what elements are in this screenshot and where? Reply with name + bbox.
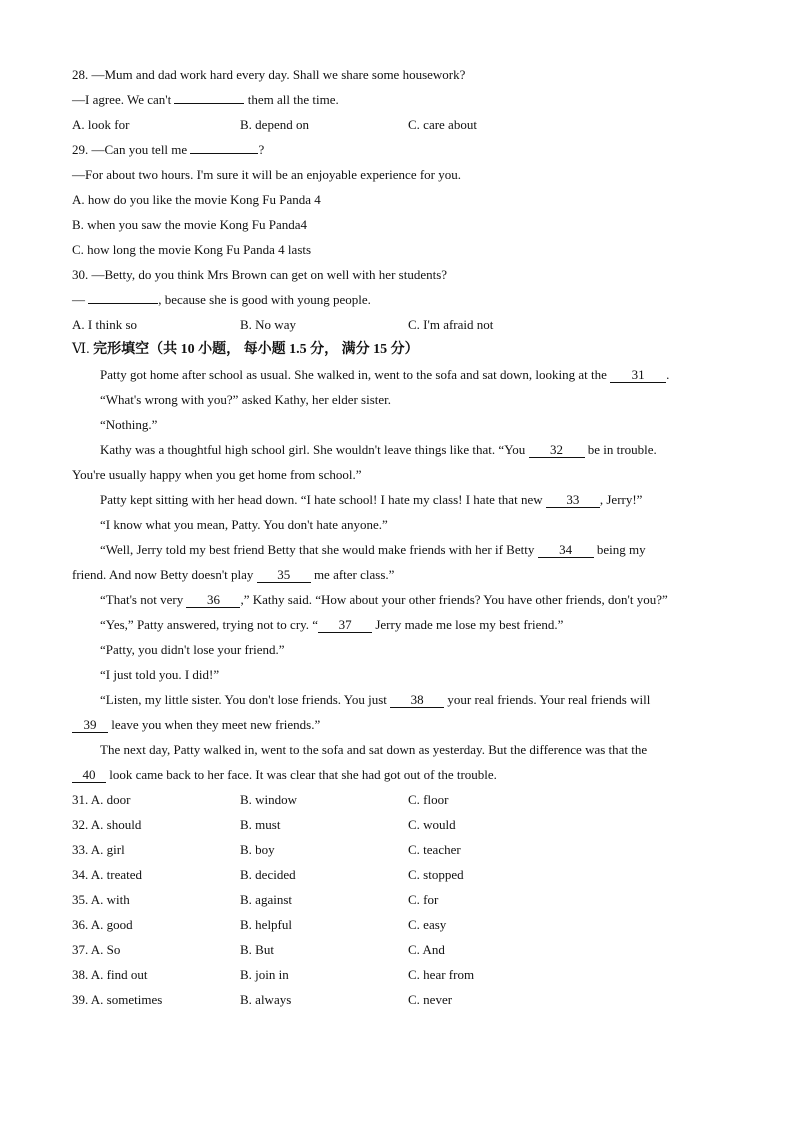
option-a: 37. A. So [72,942,121,957]
blank-40[interactable]: 40 [72,767,106,783]
passage-paragraph: friend. And now Betty doesn't play 35 me after class.” [72,567,395,582]
blank-37[interactable]: 37 [318,617,372,633]
option-a: 36. A. good [72,917,133,932]
option-c: C. hear from [408,967,475,982]
blank-36[interactable]: 36 [186,592,240,608]
passage-paragraph: “Yes,” Patty answered, trying not to cry. “ 37 Jerry made me lose my best friend.” [100,617,564,632]
answer-blank[interactable] [190,138,258,154]
option-c: C. easy [408,917,447,932]
choice-row [72,812,724,837]
option-c: C. how long the movie Kong Fu Panda 4 lasts [72,242,312,257]
option-b: B. depend on [240,117,309,132]
option-c: C. floor [408,792,449,807]
choice-row [72,987,724,1012]
option-a: 33. A. girl [72,842,125,857]
choice-row [72,962,724,987]
passage-paragraph: “Well, Jerry told my best friend Betty that she would make friends with her if Betty 34 being my [100,542,646,557]
option-b: B. against [240,892,292,907]
option-b: B. helpful [240,917,292,932]
passage-paragraph: “I know what you mean, Patty. You don't hate anyone.” [100,517,388,532]
option-c: C. for [408,892,439,907]
passage-paragraph: “Patty, you didn't lose your friend.” [100,642,285,657]
passage-paragraph: The next day, Patty walked in, went to the sofa and sat down as yesterday. But the difference was that the [100,742,648,757]
blank-39[interactable]: 39 [72,717,108,733]
option-b: B. decided [240,867,296,882]
choice-row [72,787,724,812]
option-a: 39. A. sometimes [72,992,163,1007]
option-c: C. And [408,942,445,957]
passage-paragraph: “Listen, my little sister. You don't lose friends. You just 38 your real friends. Your real friends will [100,692,651,707]
blank-38[interactable]: 38 [390,692,444,708]
option-a: 32. A. should [72,817,142,832]
q29-reply: —For about two hours. I'm sure it will be an enjoyable experience for you. [72,167,461,182]
option-b: B. window [240,792,298,807]
passage-paragraph: You're usually happy when you get home from school.” [72,467,362,482]
blank-31[interactable]: 31 [610,367,666,383]
option-a: 35. A. with [72,892,130,907]
option-a: A. how do you like the movie Kong Fu Panda 4 [72,192,321,207]
choices-list [72,787,724,1012]
option-a: A. I think so [72,317,137,332]
choice-row [72,912,724,937]
q28-options [72,112,724,137]
passage-paragraph: Kathy was a thoughtful high school girl. She wouldn't leave things like that. “You 32 be in trouble. [100,442,657,457]
choice-row [72,862,724,887]
option-a: A. look for [72,117,130,132]
q30-stem: 30. —Betty, do you think Mrs Brown can get on well with her students? [72,267,448,282]
passage-paragraph: “What's wrong with you?” asked Kathy, her elder sister. [100,392,392,407]
option-b: B. must [240,817,281,832]
blank-32[interactable]: 32 [529,442,585,458]
option-b: B. But [240,942,274,957]
option-c: C. would [408,817,456,832]
option-b: B. always [240,992,292,1007]
passage-paragraph: “That's not very 36 ,” Kathy said. “How about your other friends? You have other friends, don't you?” [100,592,668,607]
choice-row [72,837,724,862]
option-b: B. No way [240,317,296,332]
option-b: B. join in [240,967,289,982]
blank-33[interactable]: 33 [546,492,600,508]
blank-35[interactable]: 35 [257,567,311,583]
worksheet-page [72,62,724,1012]
option-c: C. care about [408,117,477,132]
option-a: 38. A. find out [72,967,148,982]
option-b: B. when you saw the movie Kong Fu Panda4 [72,217,308,232]
q30-reply: — , because she is good with young people. [72,287,724,312]
option-c: C. teacher [408,842,461,857]
passage-paragraph: “I just told you. I did!” [100,667,220,682]
choice-row [72,937,724,962]
choice-row [72,887,724,912]
option-b: B. boy [240,842,275,857]
option-c: C. I'm afraid not [408,317,494,332]
passage-paragraph: 39 leave you when they meet new friends.” [72,712,724,737]
passage-paragraph: Patty got home after school as usual. She walked in, went to the sofa and sat down, looking at the 31 . [100,367,670,382]
passage-paragraph: “Nothing.” [100,417,158,432]
answer-blank[interactable] [88,288,158,304]
q30-options [72,312,724,337]
passage-paragraph: Patty kept sitting with her head down. “I hate school! I hate my class! I hate that new 33 , Jerry!” [100,492,643,507]
option-c: C. stopped [408,867,464,882]
passage-paragraph: 40 look came back to her face. It was clear that she had got out of the trouble. [72,762,724,787]
option-c: C. never [408,992,453,1007]
option-a: 34. A. treated [72,867,143,882]
q28-stem: 28. —Mum and dad work hard every day. Shall we share some housework? [72,67,466,82]
option-a: 31. A. door [72,792,131,807]
answer-blank[interactable] [174,88,244,104]
section-heading: Ⅵ. 完形填空（共 10 小题， 每小题 1.5 分， 满分 15 分） [72,342,419,357]
blank-34[interactable]: 34 [538,542,594,558]
q29-stem: 29. —Can you tell me ? [72,137,724,162]
q28-reply: —I agree. We can't them all the time. [72,87,724,112]
